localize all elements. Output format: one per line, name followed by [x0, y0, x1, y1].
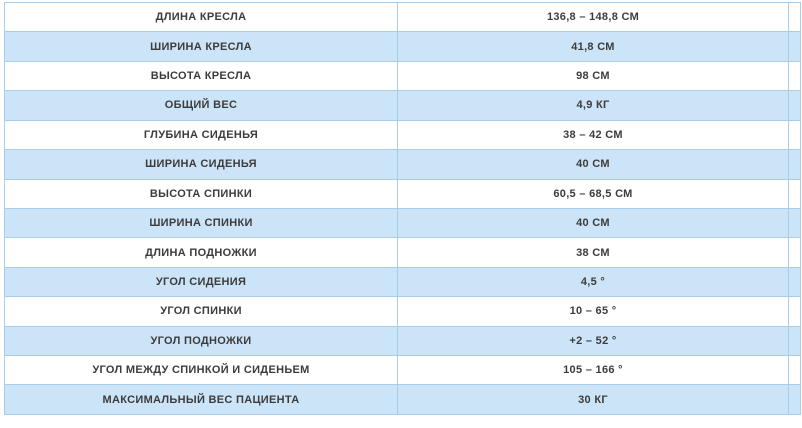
- param-value-cell: 98 СМ: [398, 61, 789, 90]
- param-name-cell: ШИРИНА КРЕСЛА: [5, 32, 398, 61]
- table-row: [5, 385, 801, 415]
- row-spacer-cell: [789, 267, 801, 296]
- row-spacer-cell: [789, 61, 801, 90]
- specs-table-body: [5, 3, 801, 415]
- param-value-cell: 30 КГ: [398, 385, 789, 415]
- param-value-cell: 60,5 – 68,5 СМ: [398, 179, 789, 208]
- param-name-cell: УГОЛ ПОДНОЖКИ: [5, 326, 398, 355]
- table-row: [5, 297, 801, 326]
- row-spacer-cell: [789, 208, 801, 237]
- table-row: [5, 61, 801, 90]
- row-spacer-cell: [789, 297, 801, 326]
- param-name-cell: ОБЩИЙ ВЕС: [5, 91, 398, 120]
- row-spacer-cell: [789, 179, 801, 208]
- param-value-cell: 38 – 42 СМ: [398, 120, 789, 149]
- param-value-cell: 40 СМ: [398, 208, 789, 237]
- param-name-cell: ГЛУБИНА СИДЕНЬЯ: [5, 120, 398, 149]
- param-name-cell: ШИРИНА СПИНКИ: [5, 208, 398, 237]
- table-row: [5, 3, 801, 32]
- param-name-cell: ВЫСОТА КРЕСЛА: [5, 61, 398, 90]
- param-name-cell: ШИРИНА СИДЕНЬЯ: [5, 150, 398, 179]
- table-row: [5, 356, 801, 385]
- param-name-cell: ВЫСОТА СПИНКИ: [5, 179, 398, 208]
- param-name-cell: УГОЛ СИДЕНИЯ: [5, 267, 398, 296]
- row-spacer-cell: [789, 356, 801, 385]
- table-row: [5, 208, 801, 237]
- table-row: [5, 267, 801, 296]
- param-name-cell: УГОЛ СПИНКИ: [5, 297, 398, 326]
- param-value-cell: 4,9 КГ: [398, 91, 789, 120]
- table-row: [5, 32, 801, 61]
- param-value-cell: 40 СМ: [398, 150, 789, 179]
- row-spacer-cell: [789, 150, 801, 179]
- param-value-cell: 10 – 65 °: [398, 297, 789, 326]
- param-name-cell: ДЛИНА КРЕСЛА: [5, 3, 398, 32]
- row-spacer-cell: [789, 3, 801, 32]
- param-value-cell: 41,8 СМ: [398, 32, 789, 61]
- table-row: [5, 238, 801, 267]
- specs-table: [4, 2, 801, 415]
- param-value-cell: 136,8 – 148,8 СМ: [398, 3, 789, 32]
- row-spacer-cell: [789, 238, 801, 267]
- param-value-cell: 38 СМ: [398, 238, 789, 267]
- row-spacer-cell: [789, 32, 801, 61]
- param-value-cell: 105 – 166 °: [398, 356, 789, 385]
- param-name-cell: ДЛИНА ПОДНОЖКИ: [5, 238, 398, 267]
- row-spacer-cell: [789, 120, 801, 149]
- table-row: [5, 326, 801, 355]
- row-spacer-cell: [789, 91, 801, 120]
- table-row: [5, 91, 801, 120]
- param-name-cell: МАКСИМАЛЬНЫЙ ВЕС ПАЦИЕНТА: [5, 385, 398, 415]
- table-row: [5, 120, 801, 149]
- row-spacer-cell: [789, 385, 801, 415]
- param-name-cell: УГОЛ МЕЖДУ СПИНКОЙ И СИДЕНЬЕМ: [5, 356, 398, 385]
- param-value-cell: +2 – 52 °: [398, 326, 789, 355]
- param-value-cell: 4,5 °: [398, 267, 789, 296]
- row-spacer-cell: [789, 326, 801, 355]
- table-row: [5, 179, 801, 208]
- table-row: [5, 150, 801, 179]
